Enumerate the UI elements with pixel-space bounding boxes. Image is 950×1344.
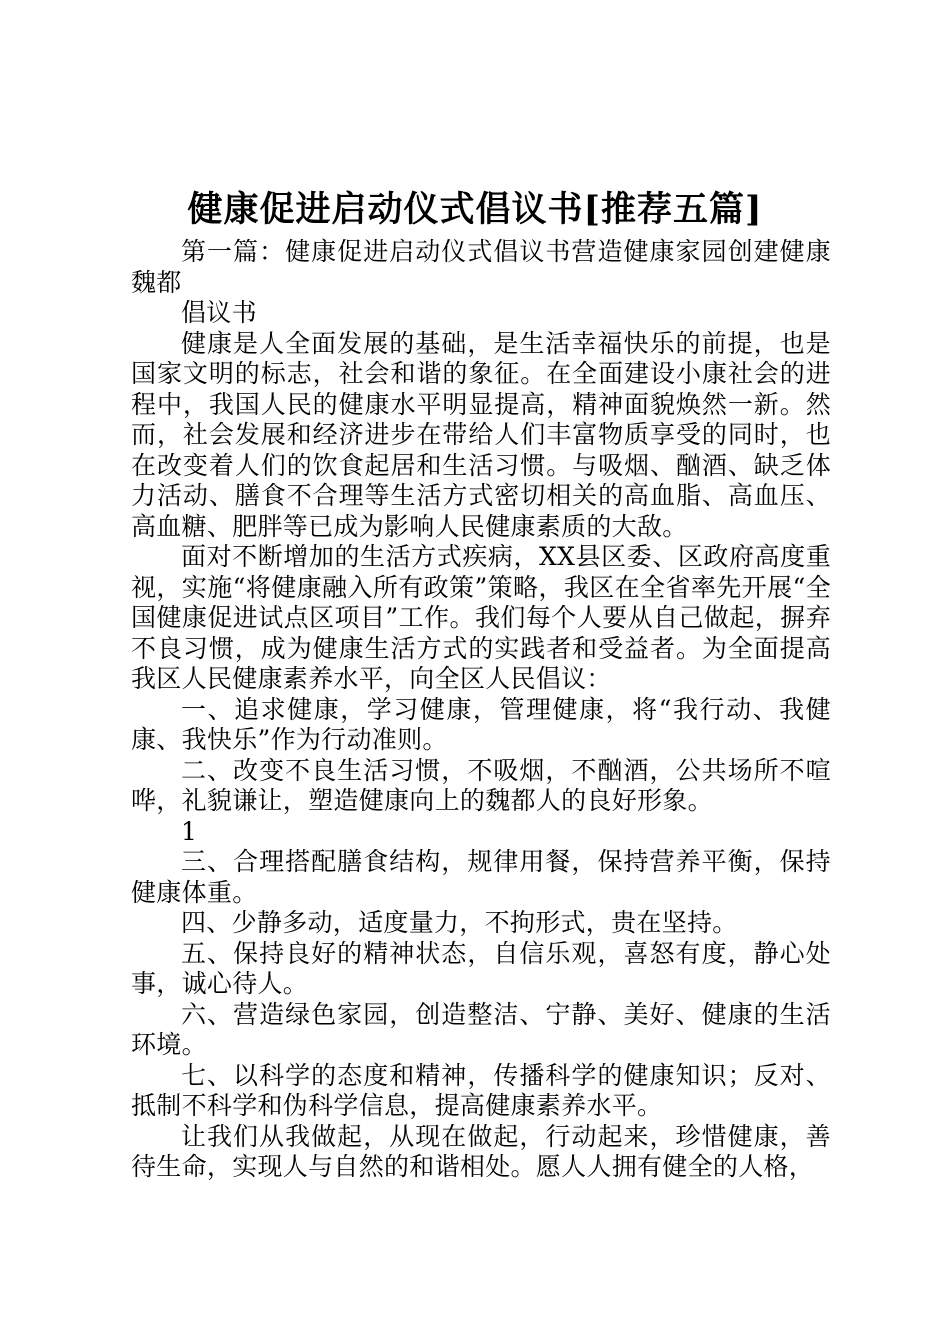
paragraph-item-7: 七、以科学的态度和精神，传播科学的健康知识；反对、抵制不科学和伪科学信息，提高健康素养水平。 — [131, 1060, 831, 1120]
paragraph-item-5: 五、保持良好的精神状态，自信乐观，喜怒有度，静心处事，诚心待人。 — [131, 938, 831, 998]
document-title: 健康促进启动仪式倡议书[推荐五篇] — [187, 189, 763, 230]
page-marker: 1 — [181, 816, 197, 846]
paragraph-item-1: 一、追求健康，学习健康，管理健康，将“我行动、我健康、我快乐”作为行动准则。 — [131, 694, 831, 754]
paragraph-proposal-label: 倡议书 — [181, 298, 257, 327]
paragraph-chapter-heading: 第一篇：健康促进启动仪式倡议书营造健康家园创建健康魏都 — [131, 237, 831, 297]
paragraph-context: 面对不断增加的生活方式疾病，XX县区委、区政府高度重视，实施“将健康融入所有政策”策略，我区在全省率先开展“全国健康促进试点区项目”工作。我们每个人要从自己做起，摒弃不良习惯，成为健康生活方式的实践者和受益者。为全面提高我区人民健康素养水平，向全区人民倡议： — [131, 542, 831, 693]
paragraph-closing: 让我们从我做起，从现在做起，行动起来，珍惜健康，善待生命，实现人与自然的和谐相处。愿人人拥有健全的人格， — [131, 1121, 831, 1181]
paragraph-intro: 健康是人全面发展的基础，是生活幸福快乐的前提，也是国家文明的标志，社会和谐的象征。在全面建设小康社会的进程中，我国人民的健康水平明显提高，精神面貌焕然一新。然而，社会发展和经济进步在带给人们丰富物质享受的同时，也在改变着人们的饮食起居和生活习惯。与吸烟、酗酒、缺乏体力活动、膳食不合理等生活方式密切相关的高血脂、高血压、高血糖、肥胖等已成为影响人民健康素质的大敌。 — [131, 328, 831, 541]
document-body — [131, 237, 831, 1183]
paragraph-item-6: 六、营造绿色家园，创造整洁、宁静、美好、健康的生活环境。 — [131, 999, 831, 1059]
paragraph-item-2: 二、改变不良生活习惯，不吸烟，不酗酒，公共场所不喧哗，礼貌谦让，塑造健康向上的魏都人的良好形象。 — [131, 755, 831, 815]
paragraph-item-3: 三、合理搭配膳食结构，规律用餐，保持营养平衡，保持健康体重。 — [131, 847, 831, 907]
paragraph-item-4: 四、少静多动，适度量力，不拘形式，贵在坚持。 — [181, 908, 738, 937]
